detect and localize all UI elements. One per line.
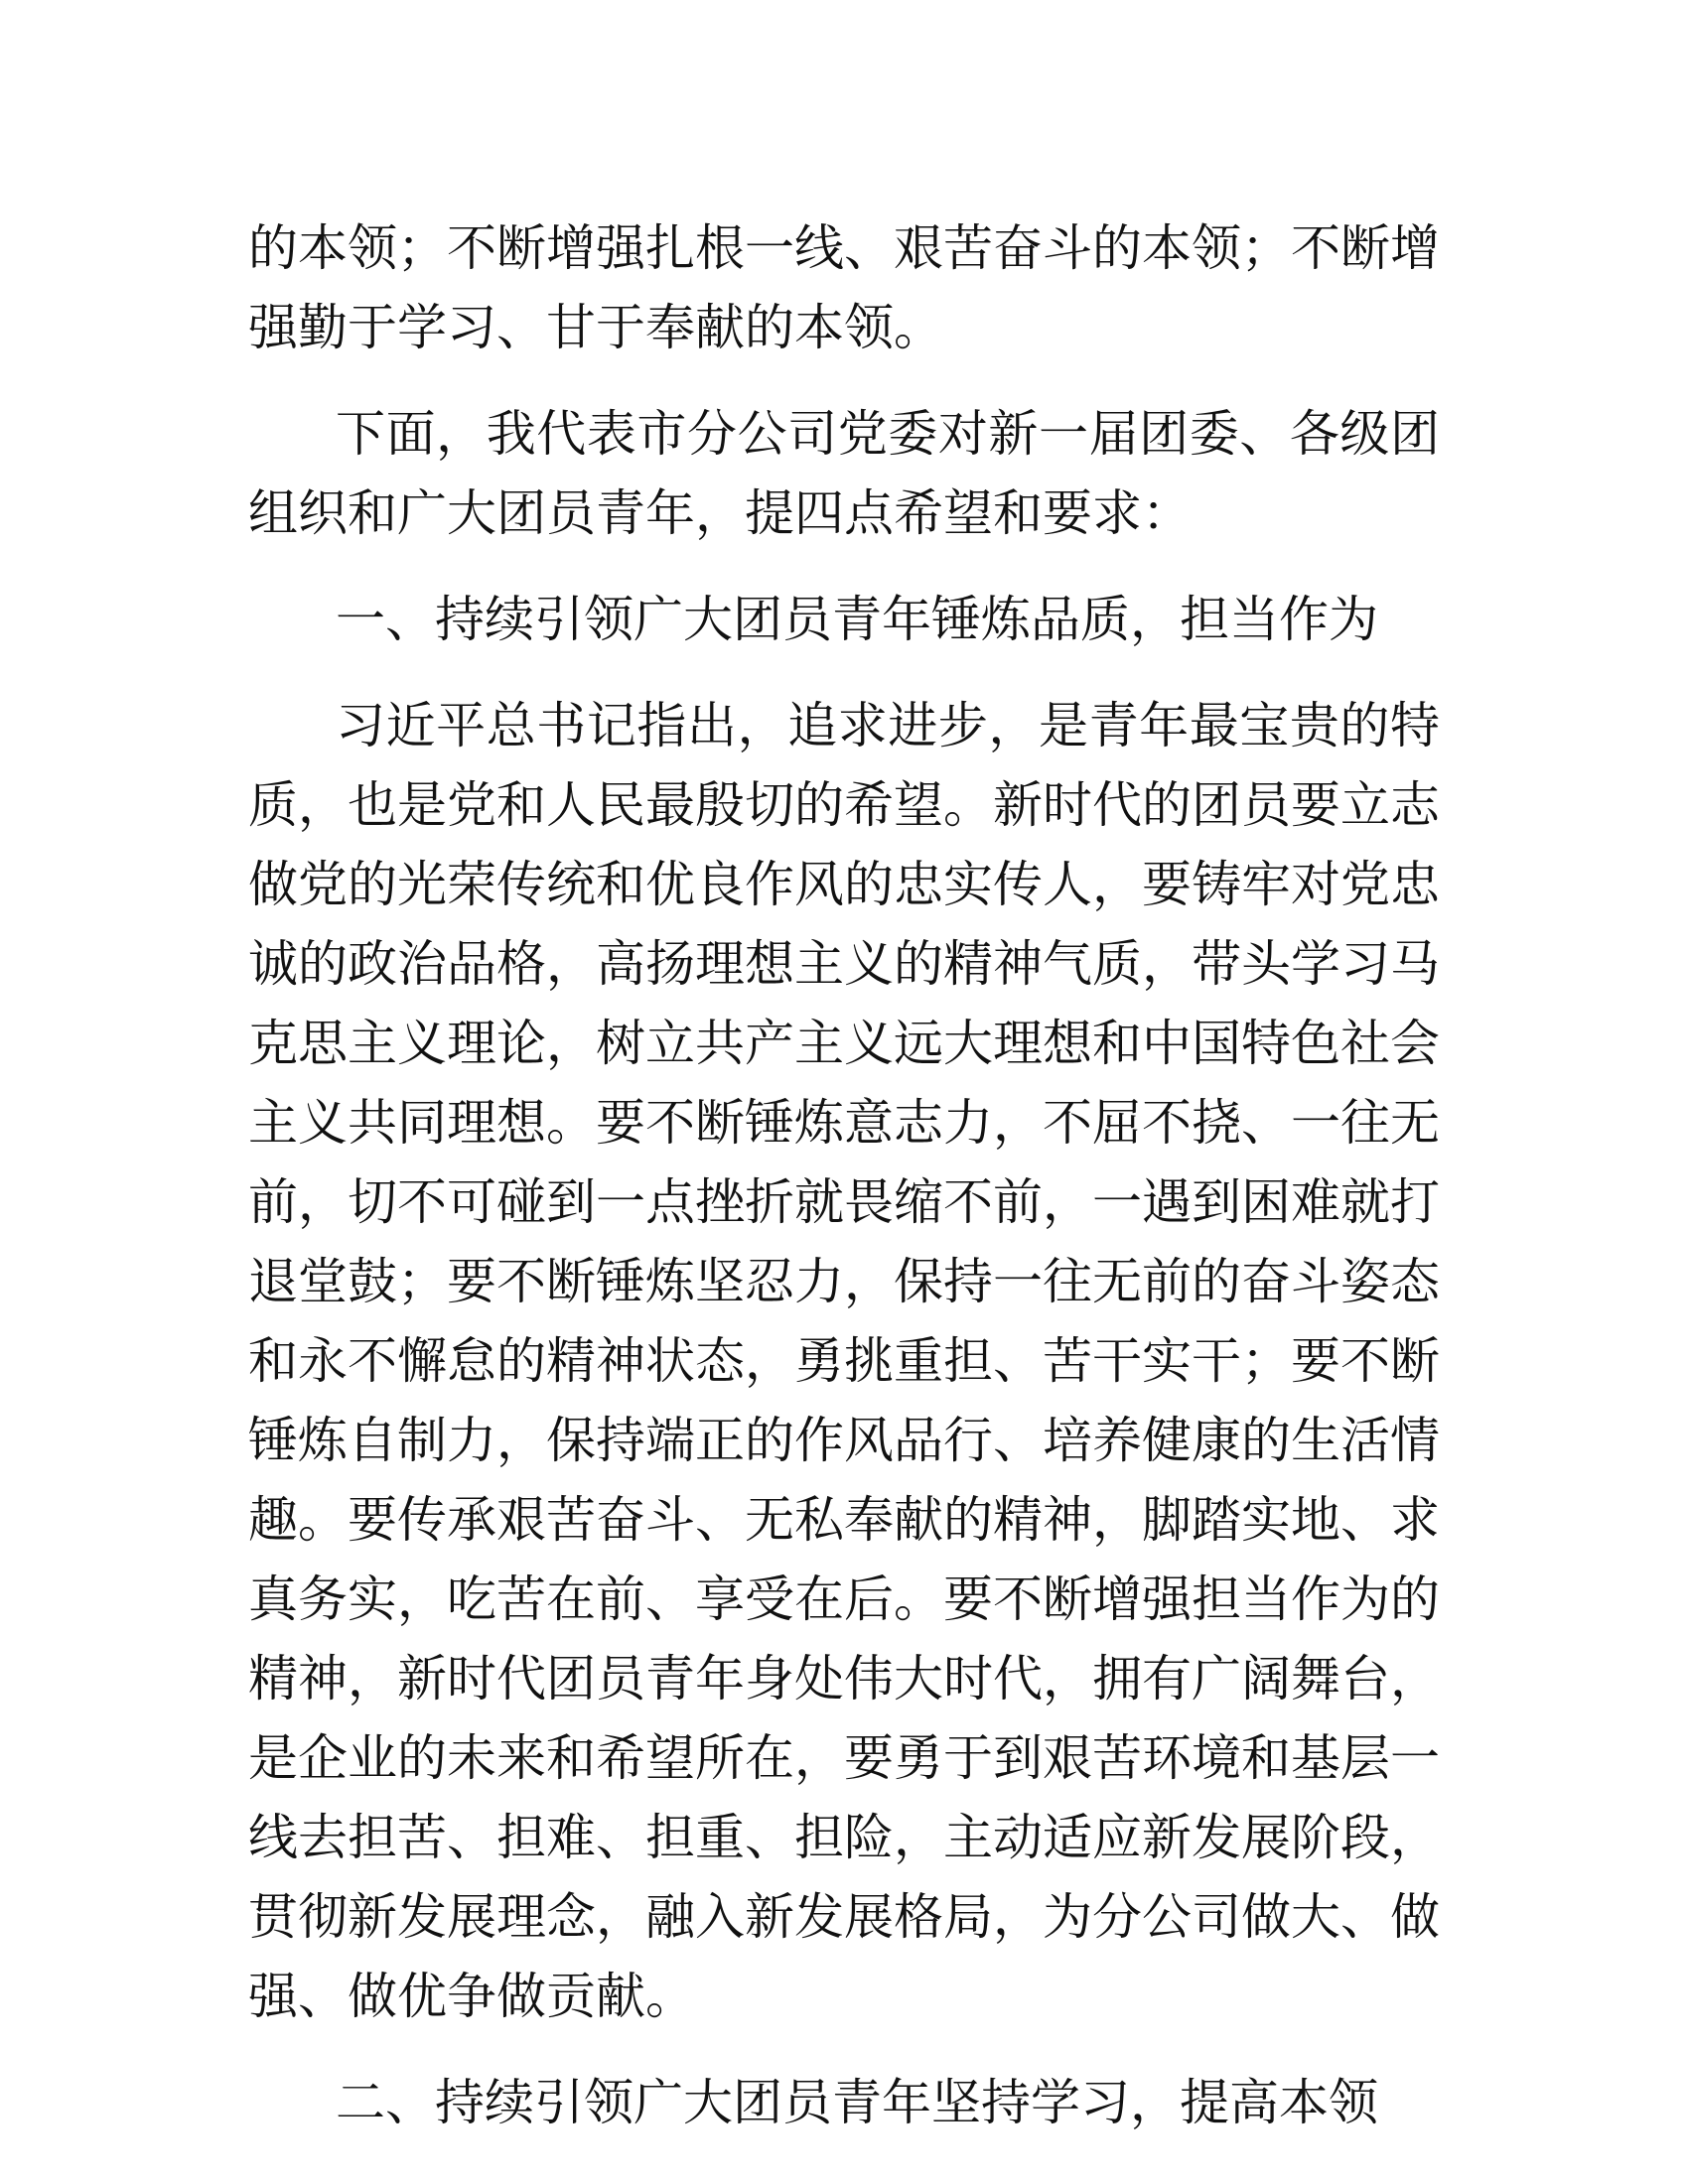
section-heading-1: 一、持续引领广大团员青年锤炼品质，担当作为	[336, 591, 1378, 648]
document-page	[248, 208, 1440, 2142]
paragraph-intro: 下面，我代表市分公司党委对新一届团委、各级团组织和广大团员青年，提四点希望和要求：	[248, 405, 1440, 542]
paragraph-continuation: 的本领；不断增强扎根一线、艰苦奋斗的本领；不断增强勤于学习、甘于奉献的本领。	[248, 219, 1440, 356]
paragraph-section-1-body: 习近平总书记指出，追求进步，是青年最宝贵的特质，也是党和人民最殷切的希望。新时代的团员要立志做党的光荣传统和优良作风的忠实传人，要铸牢对党忠诚的政治品格，高扬理想主义的精神气质，带头学习马克思主义理论，树立共产主义远大理想和中国特色社会主义共同理想。要不断锤炼意志力，不屈不挠、一往无前，切不可碰到一点挫折就畏缩不前，一遇到困难就打退堂鼓；要不断锤炼坚忍力，保持一往无前的奋斗姿态和永不懈怠的精神状态，勇挑重担、苦干实干；要不断锤炼自制力，保持端正的作风品行、培养健康的生活情趣。要传承艰苦奋斗、无私奉献的精神，脚踏实地、求真务实，吃苦在前、享受在后。要不断增强担当作为的精神，新时代团员青年身处伟大时代，拥有广阔舞台，是企业的未来和希望所在，要勇于到艰苦环境和基层一线去担苦、担难、担重、担险，主动适应新发展阶段，贯彻新发展理念，融入新发展格局，为分公司做大、做强、做优争做贡献。	[248, 697, 1440, 2025]
section-heading-2: 二、持续引领广大团员青年坚持学习，提高本领	[336, 2074, 1378, 2131]
